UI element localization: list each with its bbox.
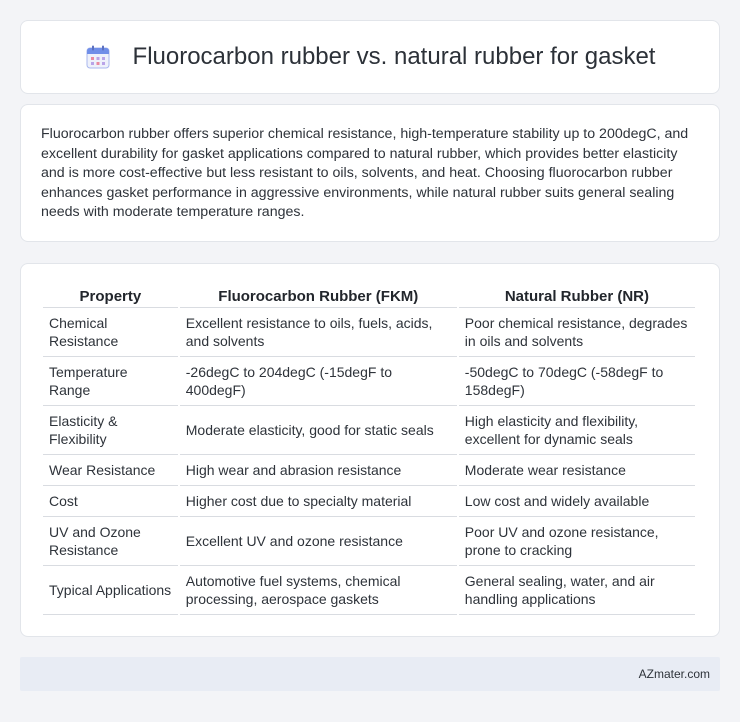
footer-site-link[interactable]: AZmater.com [638,667,710,681]
cell-fkm: Excellent UV and ozone resistance [180,517,457,566]
header-fkm: Fluorocarbon Rubber (FKM) [180,286,457,308]
comparison-card [20,263,720,637]
table-row [43,566,695,615]
cell-fkm: Higher cost due to specialty material [180,486,457,517]
cell-nr: Moderate wear resistance [459,455,695,486]
table-row [43,517,695,566]
cell-fkm: High wear and abrasion resistance [180,455,457,486]
calendar-icon [85,44,111,70]
header-property: Property [43,286,178,308]
footer-bar [20,657,720,691]
cell-property: Elasticity & Flexibility [43,406,178,455]
cell-nr: General sealing, water, and air handling applications [459,566,695,615]
cell-property: Cost [43,486,178,517]
cell-fkm: -26degC to 204degC (-15degF to 400degF) [180,357,457,406]
summary-card [20,104,720,242]
page-title: Fluorocarbon rubber vs. natural rubber for gasket [132,43,656,70]
comparison-table [41,286,697,615]
cell-nr: High elasticity and flexibility, excellent for dynamic seals [459,406,695,455]
header-nr: Natural Rubber (NR) [459,286,695,308]
table-row [43,406,695,455]
cell-nr: Poor UV and ozone resistance, prone to cracking [459,517,695,566]
table-row [43,308,695,357]
title-card [20,20,720,94]
cell-property: UV and Ozone Resistance [43,517,178,566]
cell-nr: -50degC to 70degC (-58degF to 158degF) [459,357,695,406]
cell-fkm: Excellent resistance to oils, fuels, acids, and solvents [180,308,457,357]
cell-property: Wear Resistance [43,455,178,486]
cell-fkm: Automotive fuel systems, chemical processing, aerospace gaskets [180,566,457,615]
cell-property: Temperature Range [43,357,178,406]
summary-paragraph: Fluorocarbon rubber offers superior chemical resistance, high-temperature stability up to 200degC, and excellent durability for gasket applications compared to natural rubber, which provides better elasticity and is more cost-effective but less resistant to oils, solvents, and heat. Choosing fluorocarbon rubber enhances gasket performance in aggressive environments, while natural rubber suits general sealing needs with moderate temperature ranges. [41,126,689,220]
cell-property: Typical Applications [43,566,178,615]
cell-property: Chemical Resistance [43,308,178,357]
table-row [43,357,695,406]
table-row [43,486,695,517]
cell-nr: Low cost and widely available [459,486,695,517]
cell-fkm: Moderate elasticity, good for static seals [180,406,457,455]
table-row [43,455,695,486]
cell-nr: Poor chemical resistance, degrades in oils and solvents [459,308,695,357]
table-header-row [43,286,695,308]
